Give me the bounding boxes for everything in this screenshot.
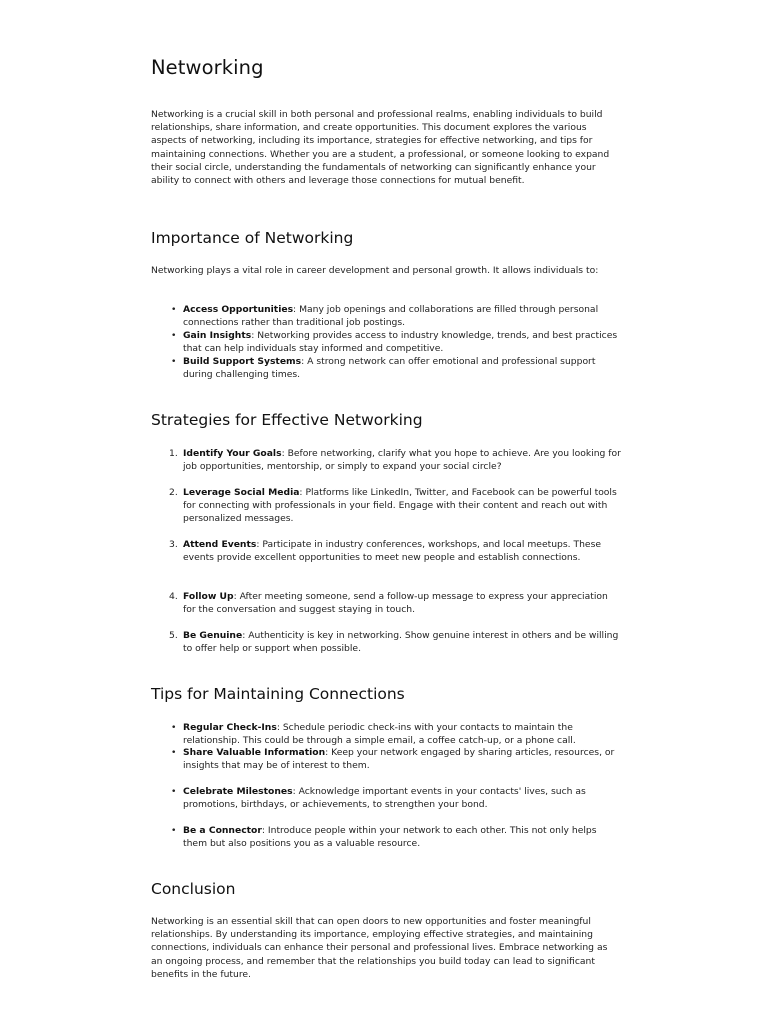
list-item-term: Share Valuable Information [183,747,326,758]
bullet-marker: • [171,786,177,797]
tips-heading: Tips for Maintaining Connections [151,685,405,703]
list-item-term: Be a Connector [183,825,262,836]
list-item-text: : Authenticity is key in networking. Show genuine interest in others and be willing to offer help or support when possible. [183,630,619,655]
list-item-term: Gain Insights [183,330,252,341]
list-item [169,486,623,526]
importance-lead: Networking plays a vital role in career development and personal growth. It allows individuals to: [151,265,599,276]
list-item-text: : Networking provides access to industry knowledge, trends, and best practices that can help individuals stay informed and competitive. [183,330,618,355]
page-title: Networking [151,56,264,79]
list-item-text: : A strong network can offer emotional and professional support during challenging times. [183,356,596,381]
list-item-term: Regular Check-Ins [183,722,277,733]
list-number: 4. [169,591,178,602]
list-number: 1. [169,448,178,459]
conclusion-paragraph: Networking is an essential skill that can open doors to new opportunities and foster meaningful relationships. By understanding its importance, employing effective strategies, and maintaining connections, individuals can enhance their personal and professional lives. Embrace networking as an ongoing process, and remember that the relationships you build today can lead to significant benefits in the future. [151,916,608,980]
list-item-term: Identify Your Goals [183,448,282,459]
list-item-text: : Schedule periodic check-ins with your contacts to maintain the relationship. This could be through a simple email, a coffee catch-up, or a phone call. [183,722,576,747]
list-item [171,355,623,381]
bullet-marker: • [171,330,177,341]
list-item-text: : Many job openings and collaborations are filled through personal connections rather than traditional job postings. [183,304,599,329]
list-item-term: Attend Events [183,539,257,550]
bullet-marker: • [171,722,177,733]
intro-paragraph: Networking is a crucial skill in both personal and professional realms, enabling individuals to build relationships, share information, and create opportunities. This document explores the various aspects of networking, including its importance, strategies for effective networking, and tips for maintaining connections. Whether you are a student, a professional, or someone looking to expand their social circle, understanding the fundamentals of networking can significantly enhance your ability to connect with others and leverage those connections for mutual benefit. [151,109,610,187]
list-item [171,303,623,329]
list-item [169,629,623,655]
list-item-term: Leverage Social Media [183,487,300,498]
list-item [171,721,623,747]
list-item-text: : Participate in industry conferences, workshops, and local meetups. These events provide excellent opportunities to meet new people and establish connections. [183,539,602,564]
list-item [169,538,623,564]
list-item-term: Build Support Systems [183,356,302,367]
list-number: 2. [169,487,178,498]
list-item [171,746,623,772]
list-item-text: : Before networking, clarify what you hope to achieve. Are you looking for job opportunities, mentorship, or simply to expand your social circle? [183,448,621,473]
list-item-text: : Keep your network engaged by sharing articles, resources, or insights that may be of interest to them. [183,747,615,772]
conclusion-heading: Conclusion [151,880,236,898]
list-item-text: : After meeting someone, send a follow-up message to express your appreciation for the conversation and suggest staying in touch. [183,591,608,616]
list-item [169,590,623,616]
list-item-text: : Introduce people within your network to each other. This not only helps them but also positions you as a valuable resource. [183,825,597,850]
bullet-marker: • [171,304,177,315]
bullet-marker: • [171,356,177,367]
list-number: 3. [169,539,178,550]
list-item-term: Follow Up [183,591,234,602]
importance-heading: Importance of Networking [151,229,354,247]
list-item-term: Celebrate Milestones [183,786,293,797]
list-item [169,447,623,473]
bullet-marker: • [171,825,177,836]
list-item [171,329,623,355]
list-item [171,824,623,850]
strategies-heading: Strategies for Effective Networking [151,411,423,429]
list-item-text: : Acknowledge important events in your contacts' lives, such as promotions, birthdays, or achievements, to strengthen your bond. [183,786,586,811]
list-item-term: Be Genuine [183,630,243,641]
list-item-term: Access Opportunities [183,304,294,315]
list-number: 5. [169,630,178,641]
bullet-marker: • [171,747,177,758]
list-item [171,785,623,811]
list-item-text: : Platforms like LinkedIn, Twitter, and Facebook can be powerful tools for connecting with professionals in your field. Engage with their content and reach out with personalized messages. [183,487,617,525]
